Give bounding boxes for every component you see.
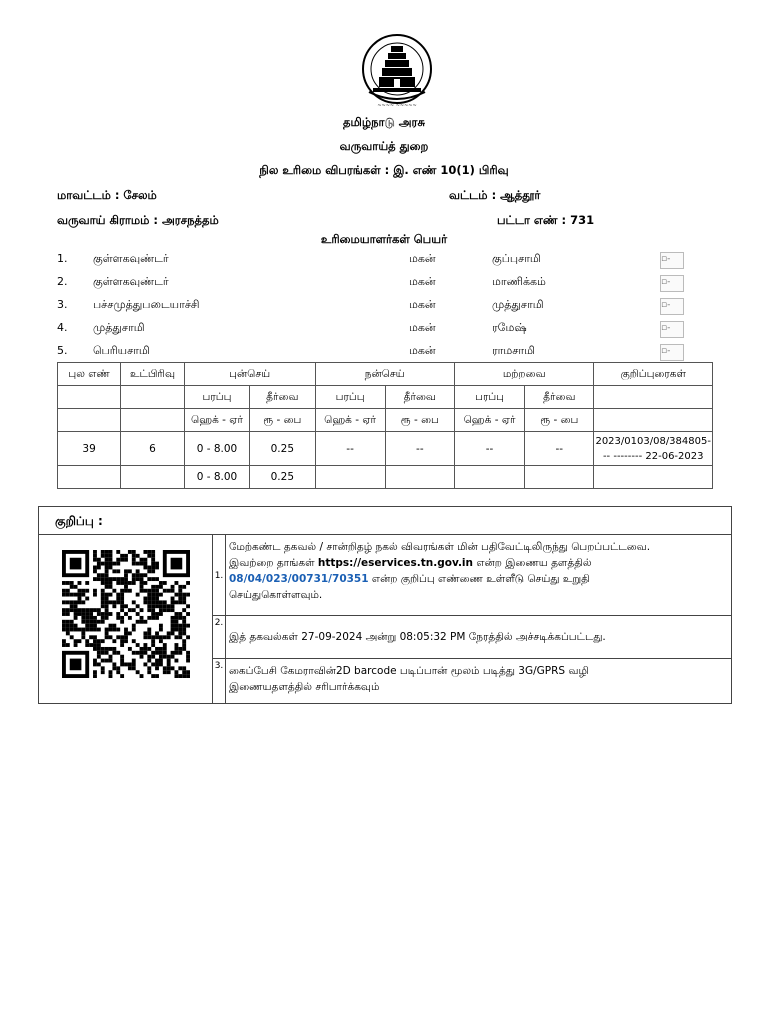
subdivision-header: உட்பிரிவு [121,363,185,386]
subdivision-cell: 6 [121,432,185,466]
note-text-fragment: இவற்றை தாங்கள் [229,557,318,569]
owner-father-name: குப்புசாமி [492,252,541,265]
owner-row [57,344,697,362]
owner-number: 4. [57,321,68,334]
reference-code-link[interactable]: 08/04/023/00731/70351 [229,573,369,585]
note-line: கைப்பேசி கேமராவின்2D barcode படிப்பான் மூலம் படித்து 3G/GPRS வழி [229,665,589,677]
broken-image-icon: ▫- [660,321,684,338]
table-subheader-row [58,386,713,409]
others-header: மற்றவை [454,363,593,386]
tax-unit: ரூ - பை [525,409,594,432]
area-unit: ஹெக் - ஏர் [184,409,249,432]
tax-subheader: தீர்வை [385,386,454,409]
table-units-row [58,409,713,432]
remarks-cell [594,432,713,466]
note-line: செய்துகொள்ளவும். [229,589,323,601]
note-number: 1. [213,535,226,616]
nanjai-area-cell: -- [315,432,385,466]
government-title: தமிழ்நாடு அரசு [343,115,425,129]
owner-name: பெரியசாமி [93,344,150,357]
area-unit: ஹெக் - ஏர் [315,409,385,432]
area-subheader: பரப்பு [454,386,524,409]
notes-heading: குறிப்பு : [39,507,732,535]
owner-relation: மகன் [409,298,436,311]
note-line: மேற்கண்ட தகவல் / சான்றிதழ் நகல் விவரங்கள் மின் பதிவேட்டிலிருந்து பெறப்பட்டவை. [229,541,651,553]
area-subheader: பரப்பு [184,386,249,409]
patta-number-label: பட்டா எண் : 731 [497,213,595,227]
remarks-header: குறிப்புரைகள் [594,363,713,386]
area-subheader: பரப்பு [315,386,385,409]
punjai-header: புன்செய் [184,363,315,386]
owners-heading: உரிமையாளர்கள் பெயர் [320,232,448,246]
others-tax-cell: -- [525,432,594,466]
note-row [39,535,732,616]
nanjai-tax-cell: -- [385,432,454,466]
note-text-fragment: என்ற இணைய தளத்தில் [473,557,592,569]
broken-image-icon: ▫- [660,298,684,315]
table-row [58,432,713,466]
qr-code-cell [39,535,213,704]
area-unit: ஹெக் - ஏர் [454,409,524,432]
owner-father-name: முத்துசாமி [492,298,544,311]
broken-image-icon: ▫- [660,344,684,361]
punjai-area-cell: 0 - 8.00 [184,432,249,466]
others-area-cell: -- [454,432,524,466]
owner-name: பச்சமுத்துபடையாச்சி [93,298,200,311]
note-text: இத் தகவல்கள் 27-09-2024 அன்று 08:05:32 PM நேரத்தில் அச்சடிக்கப்பட்டது. [226,616,732,659]
note-number: 3. [213,659,226,704]
owner-row [57,321,697,339]
note-number: 2. [213,616,226,659]
punjai-tax-cell: 0.25 [250,432,315,466]
notes-table [38,506,732,704]
note-text [226,535,732,616]
tax-subheader: தீர்வை [250,386,315,409]
tamil-nadu-emblem-logo [351,32,443,110]
nanjai-header: நன்செய் [315,363,454,386]
village-label: வருவாய் கிராமம் : அரசநத்தம் [57,213,219,227]
owner-row [57,275,697,293]
owner-father-name: ரமேஷ் [492,321,527,334]
total-punjai-area: 0 - 8.00 [184,466,249,489]
qr-code[interactable] [58,550,194,678]
owner-number: 5. [57,344,68,357]
owner-name: முத்துசாமி [93,321,145,334]
owner-father-name: மாணிக்கம் [492,275,546,288]
broken-image-icon: ▫- [660,252,684,269]
owner-relation: மகன் [409,252,436,265]
broken-image-icon: ▫- [660,275,684,292]
total-punjai-tax: 0.25 [250,466,315,489]
notes-heading-row [39,507,732,535]
survey-number-cell: 39 [58,432,121,466]
survey-number-header: புல எண் [58,363,121,386]
owner-name: குள்ளகவுண்டர் [93,252,169,265]
tax-unit: ரூ - பை [250,409,315,432]
owner-number: 1. [57,252,68,265]
owner-row [57,252,697,270]
table-header-row [58,363,713,386]
document-title: நில உரிமை விபரங்கள் : இ. எண் 10(1) பிரிவு [259,163,509,177]
owner-name: குள்ளகவுண்டர் [93,275,169,288]
remarks-line: -- -------- 22-06-2023 [602,450,704,462]
remarks-line: 2023/0103/08/384805- [595,435,711,447]
owner-row [57,298,697,316]
tax-subheader: தீர்வை [525,386,594,409]
tax-unit: ரூ - பை [385,409,454,432]
department-title: வருவாய்த் துறை [339,139,429,153]
owner-relation: மகன் [409,321,436,334]
taluk-label: வட்டம் : ஆத்தூர் [449,188,541,202]
owner-relation: மகன் [409,344,436,357]
owner-number: 2. [57,275,68,288]
table-total-row [58,466,713,489]
owner-relation: மகன் [409,275,436,288]
eservices-site-text: https://eservices.tn.gov.in [317,557,474,569]
note-line: இணையதளத்தில் சரிபார்க்கவும் [229,681,380,693]
district-label: மாவட்டம் : சேலம் [57,188,157,202]
note-text [226,659,732,704]
svg-text:~~~~ ~~~~~: ~~~~ ~~~~~ [377,103,417,109]
land-details-table [57,362,713,489]
owner-number: 3. [57,298,68,311]
note-text-fragment: என்ற குறிப்பு எண்ணை உள்ளீடு செய்து உறுதி [368,573,590,585]
owner-father-name: ராமசாமி [492,344,535,357]
